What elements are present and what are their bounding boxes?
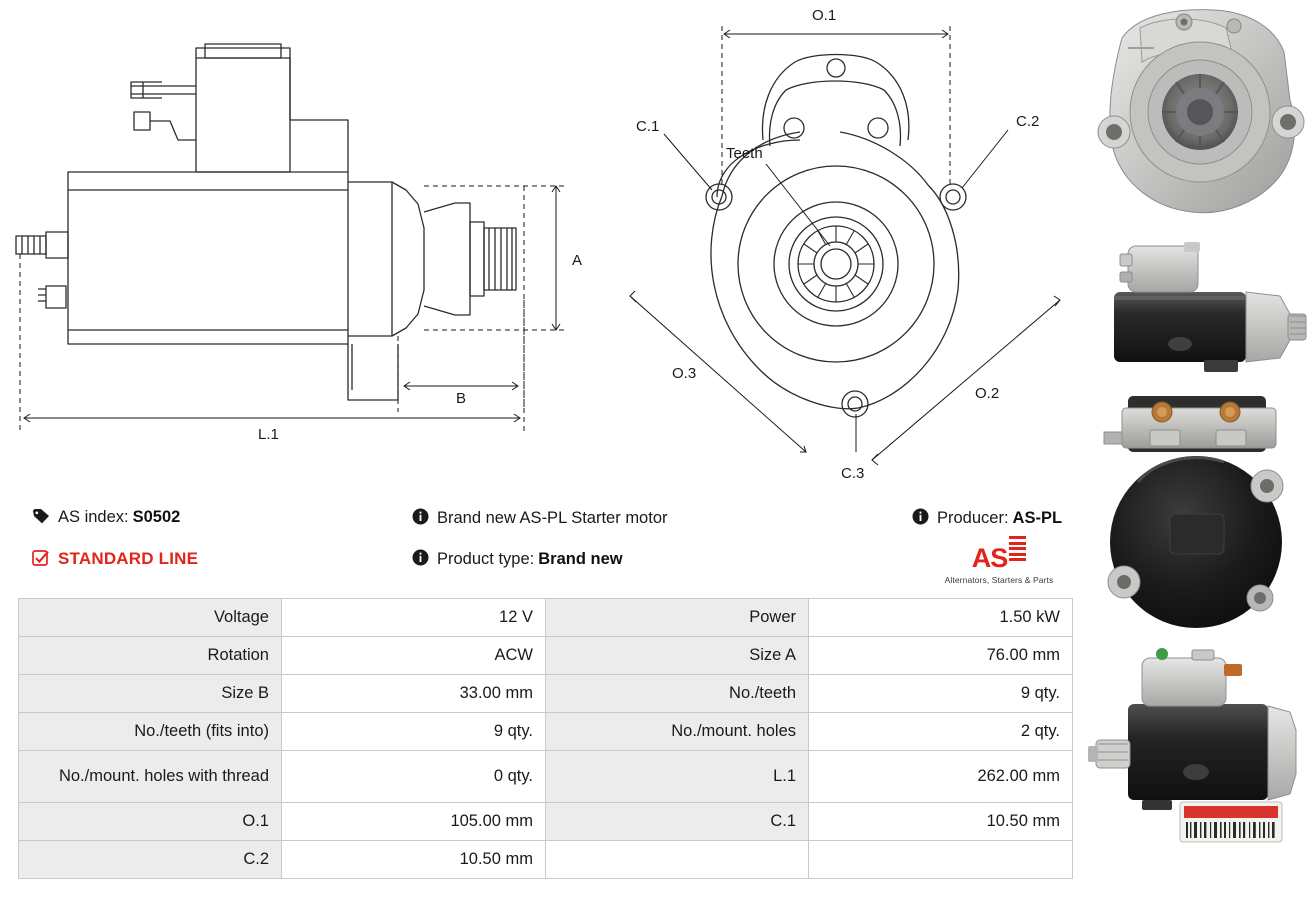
label-o3: O.3 bbox=[672, 365, 697, 382]
spec-key: C.2 bbox=[19, 841, 282, 879]
label-l1: L.1 bbox=[258, 426, 279, 443]
label-c2: C.2 bbox=[1016, 113, 1040, 130]
product-photo-front[interactable] bbox=[1084, 4, 1312, 230]
spec-value: 33.00 mm bbox=[282, 675, 546, 713]
product-photo-side[interactable] bbox=[1084, 232, 1312, 382]
producer-label: Producer: bbox=[937, 508, 1009, 527]
spec-value-empty bbox=[809, 841, 1073, 879]
as-index-row bbox=[32, 508, 180, 528]
as-index-value: S0502 bbox=[132, 508, 181, 527]
spec-key: Voltage bbox=[19, 599, 282, 637]
label-teeth: Teeth bbox=[726, 145, 763, 162]
tag-icon bbox=[32, 508, 50, 528]
spec-key: No./mount. holes with thread bbox=[19, 751, 282, 803]
logo-mark: AS bbox=[971, 542, 1008, 573]
info-icon bbox=[912, 508, 929, 529]
spec-value: ACW bbox=[282, 637, 546, 675]
check-box-icon bbox=[32, 549, 50, 569]
table-row bbox=[19, 599, 1073, 637]
producer-value: AS-PL bbox=[1012, 508, 1063, 527]
spec-value: 0 qty. bbox=[282, 751, 546, 803]
spec-key: Rotation bbox=[19, 637, 282, 675]
spec-value: 2 qty. bbox=[809, 713, 1073, 751]
label-size-b: B bbox=[456, 390, 467, 407]
table-row bbox=[19, 751, 1073, 803]
product-type-row bbox=[412, 549, 623, 570]
table-row bbox=[19, 713, 1073, 751]
spec-value: 12 V bbox=[282, 599, 546, 637]
spec-key: Power bbox=[546, 599, 809, 637]
label-o2: O.2 bbox=[975, 385, 1000, 402]
product-info bbox=[24, 500, 1074, 585]
technical-drawings bbox=[0, 0, 1080, 490]
spec-key: L.1 bbox=[546, 751, 809, 803]
logo-bars-icon bbox=[1009, 536, 1026, 564]
label-o1: O.1 bbox=[812, 7, 837, 24]
product-photo-labeled[interactable] bbox=[1084, 646, 1312, 858]
product-photo-rear[interactable] bbox=[1084, 386, 1312, 640]
spec-key: O.1 bbox=[19, 803, 282, 841]
table-row bbox=[19, 637, 1073, 675]
producer-row bbox=[912, 508, 1062, 529]
spec-value: 10.50 mm bbox=[809, 803, 1073, 841]
spec-value: 105.00 mm bbox=[282, 803, 546, 841]
spec-value: 9 qty. bbox=[282, 713, 546, 751]
spec-value: 10.50 mm bbox=[282, 841, 546, 879]
line-badge-row bbox=[32, 549, 198, 569]
standard-line-badge: STANDARD LINE bbox=[58, 549, 199, 568]
label-size-a: A bbox=[572, 252, 583, 269]
spec-key: Size A bbox=[546, 637, 809, 675]
table-row bbox=[19, 675, 1073, 713]
table-row bbox=[19, 803, 1073, 841]
spec-key: No./teeth (fits into) bbox=[19, 713, 282, 751]
table-row bbox=[19, 841, 1073, 879]
product-type-value: Brand new bbox=[538, 549, 623, 568]
label-c1: C.1 bbox=[636, 118, 660, 135]
product-type-label: Product type: bbox=[437, 549, 535, 568]
drawing-canvas bbox=[0, 0, 1080, 490]
spec-value: 262.00 mm bbox=[809, 751, 1073, 803]
info-icon bbox=[412, 549, 429, 570]
spec-key: No./mount. holes bbox=[546, 713, 809, 751]
spec-key: No./teeth bbox=[546, 675, 809, 713]
as-index-label: AS index: bbox=[58, 508, 129, 527]
as-pl-logo bbox=[914, 536, 1084, 585]
spec-key-empty bbox=[546, 841, 809, 879]
spec-key: Size B bbox=[19, 675, 282, 713]
logo-subtitle: Alternators, Starters & Parts bbox=[944, 574, 1054, 585]
description-text: Brand new AS-PL Starter motor bbox=[437, 508, 668, 527]
label-c3: C.3 bbox=[841, 465, 865, 482]
spec-value: 1.50 kW bbox=[809, 599, 1073, 637]
description-row bbox=[412, 508, 668, 529]
spec-value: 76.00 mm bbox=[809, 637, 1073, 675]
specifications-table bbox=[18, 598, 1073, 879]
spec-value: 9 qty. bbox=[809, 675, 1073, 713]
spec-key: C.1 bbox=[546, 803, 809, 841]
product-photo-column bbox=[1076, 0, 1316, 898]
info-icon bbox=[412, 508, 429, 529]
